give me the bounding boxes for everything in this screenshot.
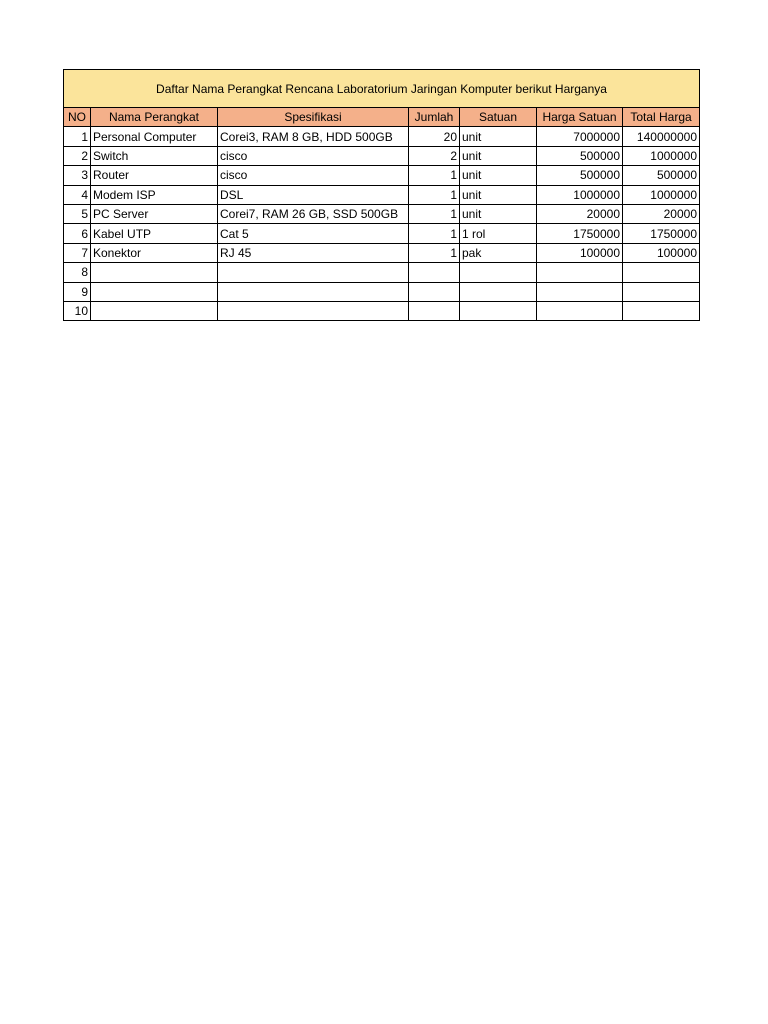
cell-no[interactable]: 8	[64, 263, 91, 282]
table-row	[64, 185, 700, 204]
cell-harga-satuan[interactable]: 500000	[537, 146, 623, 165]
cell-nama-perangkat[interactable]: PC Server	[91, 204, 218, 223]
cell-harga-satuan[interactable]	[537, 263, 623, 282]
cell-nama-perangkat[interactable]: Personal Computer	[91, 127, 218, 146]
cell-spesifikasi[interactable]	[218, 263, 409, 282]
cell-total-harga[interactable]: 20000	[623, 204, 700, 223]
cell-spesifikasi[interactable]: Cat 5	[218, 224, 409, 243]
cell-satuan[interactable]: unit	[460, 185, 537, 204]
header-no[interactable]: NO	[64, 108, 91, 127]
cell-total-harga[interactable]: 140000000	[623, 127, 700, 146]
header-nama-perangkat[interactable]: Nama Perangkat	[91, 108, 218, 127]
cell-spesifikasi[interactable]	[218, 282, 409, 301]
cell-total-harga[interactable]: 500000	[623, 166, 700, 185]
cell-harga-satuan[interactable]	[537, 282, 623, 301]
cell-nama-perangkat[interactable]: Konektor	[91, 243, 218, 262]
cell-spesifikasi[interactable]: RJ 45	[218, 243, 409, 262]
cell-jumlah[interactable]	[409, 301, 460, 320]
header-jumlah[interactable]: Jumlah	[409, 108, 460, 127]
cell-jumlah[interactable]: 1	[409, 224, 460, 243]
cell-satuan[interactable]: 1 rol	[460, 224, 537, 243]
header-satuan[interactable]: Satuan	[460, 108, 537, 127]
header-spesifikasi[interactable]: Spesifikasi	[218, 108, 409, 127]
cell-spesifikasi[interactable]: cisco	[218, 146, 409, 165]
cell-no[interactable]: 2	[64, 146, 91, 165]
table-row	[64, 301, 700, 320]
cell-harga-satuan[interactable]	[537, 301, 623, 320]
cell-satuan[interactable]: unit	[460, 127, 537, 146]
cell-satuan[interactable]: unit	[460, 166, 537, 185]
cell-harga-satuan[interactable]: 20000	[537, 204, 623, 223]
cell-no[interactable]: 9	[64, 282, 91, 301]
cell-harga-satuan[interactable]: 1750000	[537, 224, 623, 243]
cell-jumlah[interactable]: 1	[409, 243, 460, 262]
table-row	[64, 224, 700, 243]
table-row	[64, 127, 700, 146]
table-row	[64, 263, 700, 282]
cell-satuan[interactable]: pak	[460, 243, 537, 262]
cell-spesifikasi[interactable]: DSL	[218, 185, 409, 204]
table-title[interactable]: Daftar Nama Perangkat Rencana Laboratorium Jaringan Komputer berikut Harganya	[64, 70, 700, 108]
cell-jumlah[interactable]	[409, 263, 460, 282]
cell-spesifikasi[interactable]: cisco	[218, 166, 409, 185]
cell-spesifikasi[interactable]: Corei3, RAM 8 GB, HDD 500GB	[218, 127, 409, 146]
cell-harga-satuan[interactable]: 1000000	[537, 185, 623, 204]
cell-nama-perangkat[interactable]	[91, 263, 218, 282]
header-harga-satuan[interactable]: Harga Satuan	[537, 108, 623, 127]
cell-harga-satuan[interactable]: 100000	[537, 243, 623, 262]
cell-total-harga[interactable]: 1750000	[623, 224, 700, 243]
cell-satuan[interactable]	[460, 282, 537, 301]
cell-jumlah[interactable]	[409, 282, 460, 301]
cell-jumlah[interactable]: 1	[409, 185, 460, 204]
cell-no[interactable]: 3	[64, 166, 91, 185]
cell-nama-perangkat[interactable]: Switch	[91, 146, 218, 165]
cell-no[interactable]: 4	[64, 185, 91, 204]
table-row	[64, 282, 700, 301]
table-row	[64, 166, 700, 185]
cell-nama-perangkat[interactable]: Modem ISP	[91, 185, 218, 204]
spreadsheet-area	[63, 69, 700, 321]
cell-nama-perangkat[interactable]: Kabel UTP	[91, 224, 218, 243]
cell-total-harga[interactable]: 100000	[623, 243, 700, 262]
cell-nama-perangkat[interactable]	[91, 282, 218, 301]
cell-satuan[interactable]	[460, 301, 537, 320]
cell-jumlah[interactable]: 1	[409, 166, 460, 185]
cell-satuan[interactable]: unit	[460, 146, 537, 165]
cell-jumlah[interactable]: 1	[409, 204, 460, 223]
cell-no[interactable]: 1	[64, 127, 91, 146]
cell-jumlah[interactable]: 2	[409, 146, 460, 165]
device-price-table	[63, 69, 700, 321]
cell-total-harga[interactable]: 1000000	[623, 146, 700, 165]
cell-satuan[interactable]	[460, 263, 537, 282]
cell-nama-perangkat[interactable]: Router	[91, 166, 218, 185]
cell-no[interactable]: 6	[64, 224, 91, 243]
table-row	[64, 146, 700, 165]
cell-satuan[interactable]: unit	[460, 204, 537, 223]
cell-total-harga[interactable]	[623, 301, 700, 320]
table-body	[64, 127, 700, 321]
cell-harga-satuan[interactable]: 500000	[537, 166, 623, 185]
cell-no[interactable]: 10	[64, 301, 91, 320]
cell-total-harga[interactable]	[623, 282, 700, 301]
header-row	[64, 108, 700, 127]
cell-total-harga[interactable]: 1000000	[623, 185, 700, 204]
table-row	[64, 204, 700, 223]
header-total-harga[interactable]: Total Harga	[623, 108, 700, 127]
cell-jumlah[interactable]: 20	[409, 127, 460, 146]
cell-total-harga[interactable]	[623, 263, 700, 282]
cell-no[interactable]: 7	[64, 243, 91, 262]
cell-no[interactable]: 5	[64, 204, 91, 223]
cell-spesifikasi[interactable]	[218, 301, 409, 320]
cell-spesifikasi[interactable]: Corei7, RAM 26 GB, SSD 500GB	[218, 204, 409, 223]
cell-harga-satuan[interactable]: 7000000	[537, 127, 623, 146]
table-row	[64, 243, 700, 262]
cell-nama-perangkat[interactable]	[91, 301, 218, 320]
